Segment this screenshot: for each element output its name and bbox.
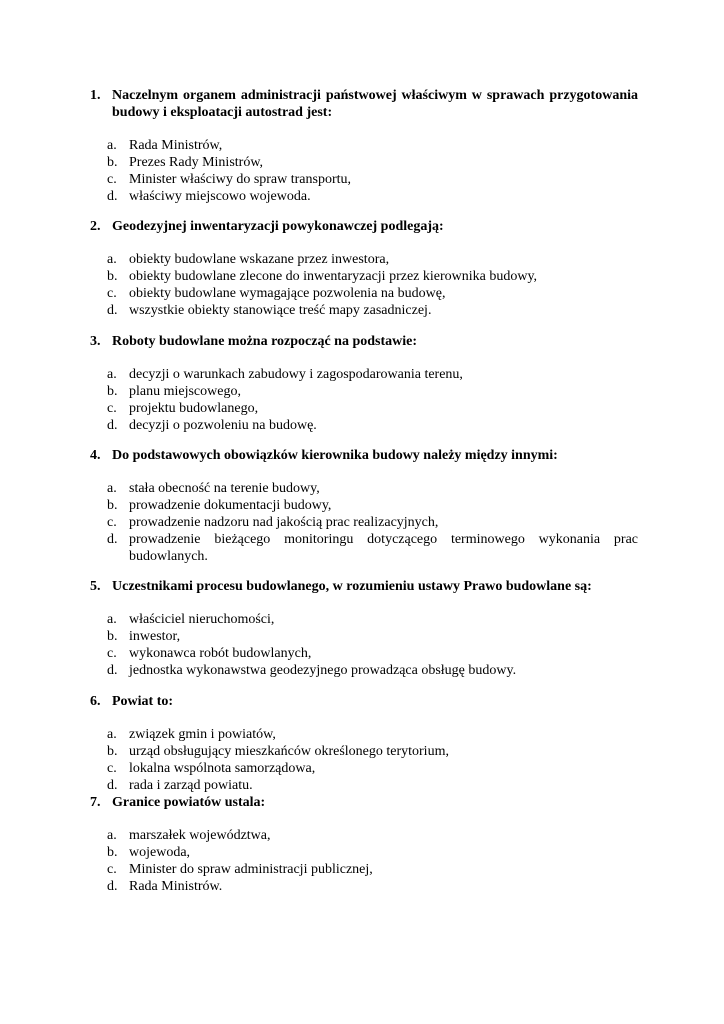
- answer-item: [107, 268, 638, 285]
- answer-item: [107, 743, 638, 760]
- answer-text: decyzji o warunkach zabudowy i zagospodarowania terenu,: [129, 367, 463, 382]
- answer-text: wykonawca robót budowlanych,: [129, 646, 312, 661]
- answer-letter: c.: [107, 646, 117, 661]
- answer-item: [107, 251, 638, 268]
- answer-letter: d.: [107, 303, 118, 318]
- answer-text: prowadzenie nadzoru nad jakością prac realizacyjnych,: [129, 515, 439, 530]
- answer-item: [107, 827, 638, 844]
- answer-letter: d.: [107, 189, 118, 204]
- answer-item: [107, 285, 638, 302]
- answer-item: [107, 480, 638, 497]
- answer-text: inwestor,: [129, 629, 181, 644]
- question-3: [90, 333, 638, 434]
- answer-text: Minister właściwy do spraw transportu,: [129, 172, 352, 187]
- answer-list: [107, 827, 638, 895]
- answer-text: stała obecność na terenie budowy,: [129, 481, 320, 496]
- question-number: 3.: [90, 334, 101, 349]
- answer-text: wojewoda,: [129, 845, 191, 860]
- answer-letter: a.: [107, 828, 117, 843]
- question-number: 2.: [90, 219, 101, 234]
- answer-letter: a.: [107, 481, 117, 496]
- answer-text: projektu budowlanego,: [129, 401, 259, 416]
- answer-letter: d.: [107, 778, 118, 793]
- answer-text: prowadzenie dokumentacji budowy,: [129, 498, 332, 513]
- answer-item: [107, 844, 638, 861]
- answer-list: [107, 726, 638, 794]
- answer-item: [107, 154, 638, 171]
- question-text: Geodezyjnej inwentaryzacji powykonawczej podlegają:: [112, 219, 444, 234]
- answer-letter: c.: [107, 286, 117, 301]
- answer-item: [107, 302, 638, 319]
- answer-letter: a.: [107, 252, 117, 267]
- answer-item: [107, 861, 638, 878]
- question-6: [90, 693, 638, 794]
- answer-item: [107, 726, 638, 743]
- answer-letter: d.: [107, 879, 118, 894]
- answer-list: [107, 251, 638, 319]
- answer-list: [107, 480, 638, 565]
- question-number: 1.: [90, 88, 101, 103]
- question-text: Granice powiatów ustala:: [112, 795, 266, 810]
- question-number: 6.: [90, 694, 101, 709]
- answer-text: urząd obsługujący mieszkańców określonego terytorium,: [129, 744, 449, 759]
- answer-text: Rada Ministrów.: [129, 879, 223, 894]
- answer-text: jednostka wykonawstwa geodezyjnego prowadząca obsługę budowy.: [129, 663, 517, 678]
- answer-letter: b.: [107, 269, 118, 284]
- answer-text: właściwy miejscowo wojewoda.: [129, 189, 311, 204]
- answer-item: [107, 137, 638, 154]
- answer-text: Prezes Rady Ministrów,: [129, 155, 264, 170]
- answer-list: [107, 611, 638, 679]
- answer-item: [107, 760, 638, 777]
- answer-text: planu miejscowego,: [129, 384, 241, 399]
- answer-item: [107, 188, 638, 205]
- answer-text: rada i zarząd powiatu.: [129, 778, 253, 793]
- answer-letter: b.: [107, 155, 118, 170]
- answer-letter: a.: [107, 367, 117, 382]
- answer-letter: c.: [107, 862, 117, 877]
- answer-text: Minister do spraw administracji publicznej,: [129, 862, 373, 877]
- answer-text: lokalna wspólnota samorządowa,: [129, 761, 316, 776]
- answer-letter: c.: [107, 401, 117, 416]
- answer-letter: b.: [107, 498, 118, 513]
- question-text: Do podstawowych obowiązków kierownika budowy należy między innymi:: [112, 448, 558, 463]
- question-5: [90, 578, 638, 679]
- answer-text: Rada Ministrów,: [129, 138, 223, 153]
- answer-letter: b.: [107, 845, 118, 860]
- question-number: 5.: [90, 579, 101, 594]
- question-text: Roboty budowlane można rozpocząć na podstawie:: [112, 334, 418, 349]
- answer-item: [107, 878, 638, 895]
- answer-item: [107, 662, 638, 679]
- answer-letter: d.: [107, 418, 118, 433]
- answer-letter: d.: [107, 663, 118, 678]
- answer-text: obiekty budowlane wskazane przez inwestora,: [129, 252, 390, 267]
- answer-letter: a.: [107, 138, 117, 153]
- question-4: [90, 447, 638, 565]
- answer-list: [107, 366, 638, 434]
- question-1: [90, 87, 638, 205]
- answer-letter: d.: [107, 532, 118, 547]
- answer-list: [107, 137, 638, 205]
- answer-letter: a.: [107, 727, 117, 742]
- answer-text: właściciel nieruchomości,: [129, 612, 275, 627]
- answer-letter: c.: [107, 172, 117, 187]
- answer-letter: a.: [107, 612, 117, 627]
- question-7: [90, 794, 638, 895]
- answer-item: [107, 400, 638, 417]
- answer-item: [107, 171, 638, 188]
- answer-letter: b.: [107, 629, 118, 644]
- answer-text: obiekty budowlane wymagające pozwolenia na budowę,: [129, 286, 446, 301]
- answer-item: [107, 514, 638, 531]
- answer-item: [107, 611, 638, 628]
- answer-item: [107, 366, 638, 383]
- question-text: Naczelnym organem administracji państwowej właściwym w sprawach przygotowania budowy i eksploatacji autostrad jest:: [112, 88, 638, 120]
- answer-item: [107, 383, 638, 400]
- question-text: Uczestnikami procesu budowlanego, w rozumieniu ustawy Prawo budowlane są:: [112, 579, 592, 594]
- answer-item: [107, 777, 638, 794]
- question-2: [90, 218, 638, 319]
- answer-text: związek gmin i powiatów,: [129, 727, 276, 742]
- question-number: 7.: [90, 795, 101, 810]
- answer-text: marszałek województwa,: [129, 828, 271, 843]
- answer-text: prowadzenie bieżącego monitoringu dotyczącego terminowego wykonania prac budowlanych.: [129, 532, 638, 564]
- question-text: Powiat to:: [112, 694, 174, 709]
- answer-item: [107, 628, 638, 645]
- answer-letter: c.: [107, 761, 117, 776]
- answer-letter: b.: [107, 384, 118, 399]
- answer-item: [107, 645, 638, 662]
- answer-letter: c.: [107, 515, 117, 530]
- question-number: 4.: [90, 448, 101, 463]
- answer-text: decyzji o pozwoleniu na budowę.: [129, 418, 317, 433]
- answer-item: [107, 497, 638, 514]
- answer-letter: b.: [107, 744, 118, 759]
- answer-text: obiekty budowlane zlecone do inwentaryzacji przez kierownika budowy,: [129, 269, 538, 284]
- answer-item: [107, 531, 638, 565]
- answer-text: wszystkie obiekty stanowiące treść mapy zasadniczej.: [129, 303, 432, 318]
- answer-item: [107, 417, 638, 434]
